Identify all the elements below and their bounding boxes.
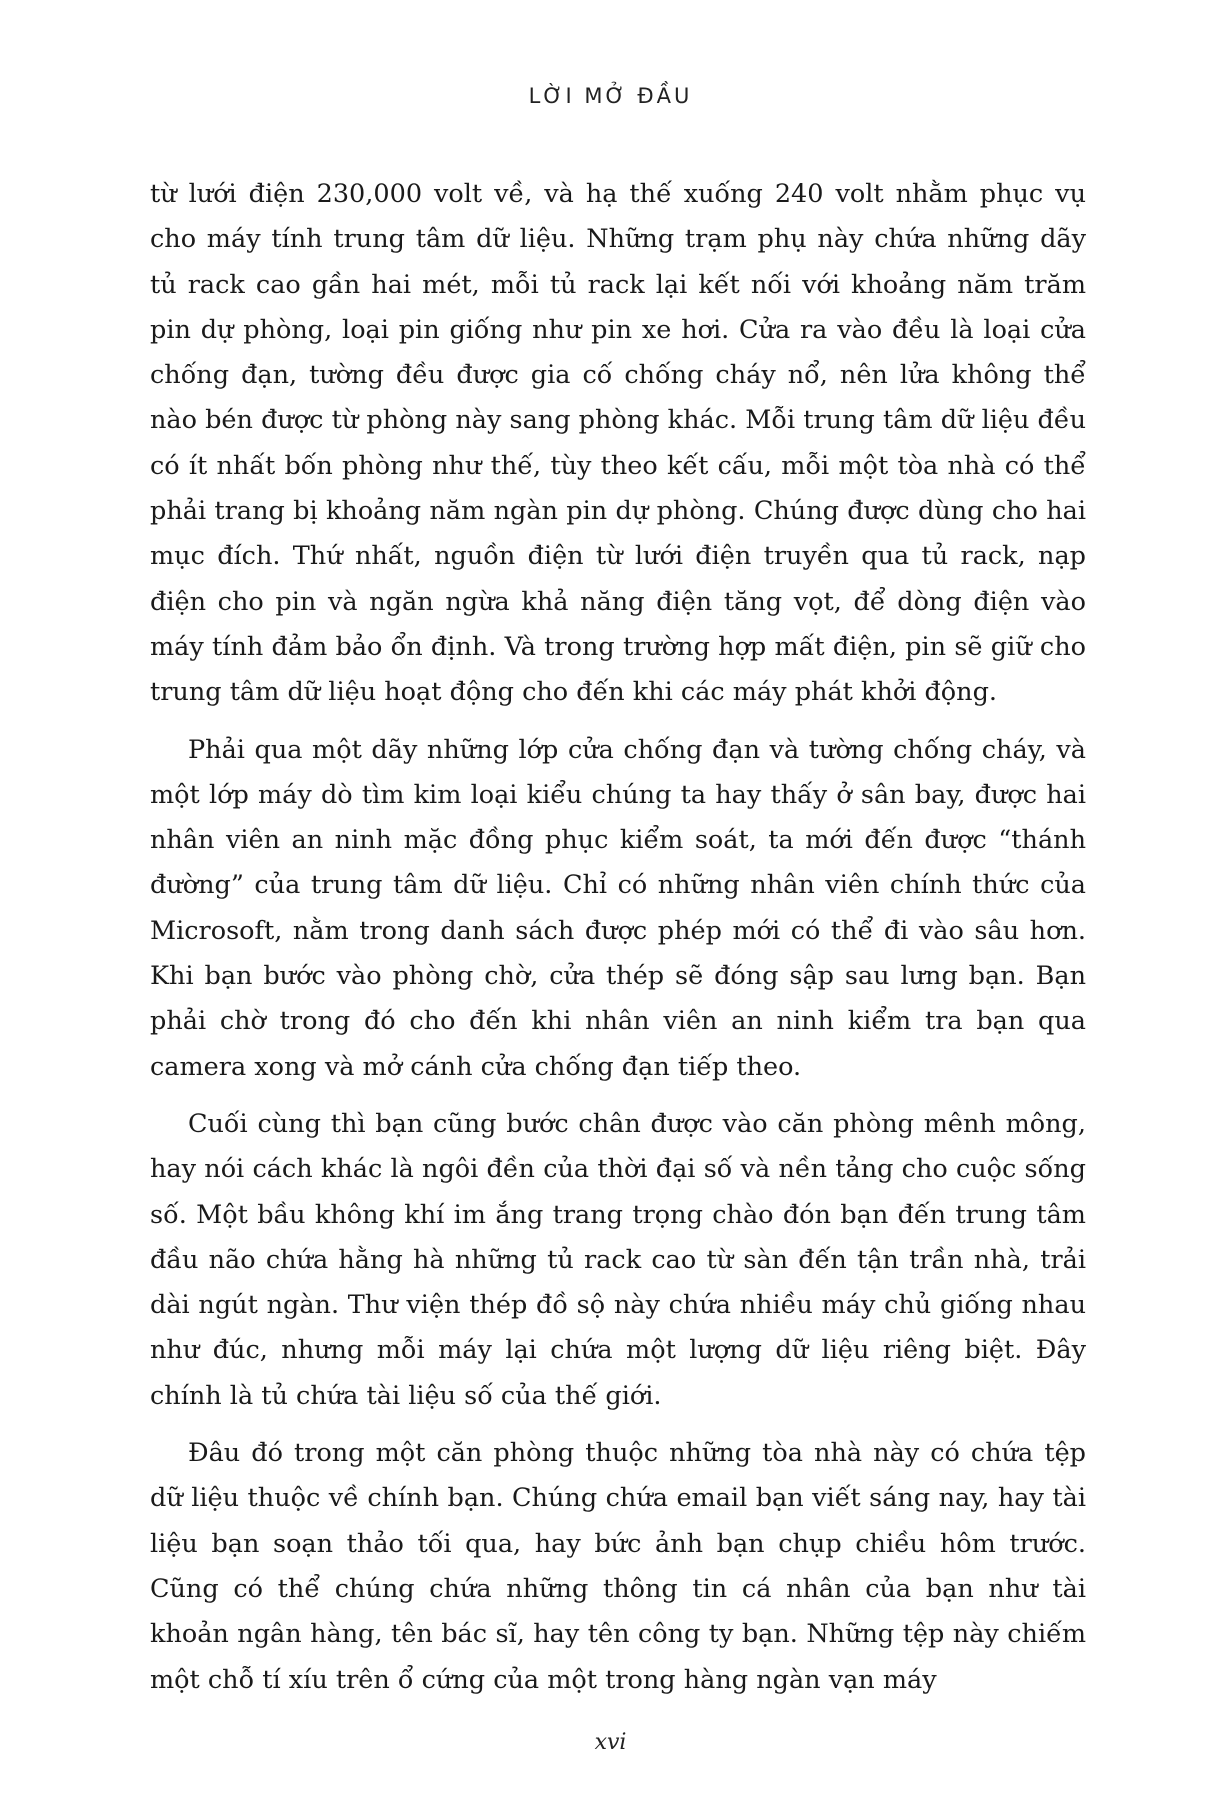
paragraph-2: Phải qua một dãy những lớp cửa chống đạn và tường chống cháy, và một lớp máy dò tìm kim loại kiểu chúng ta hay thấy ở sân bay, được hai nhân viên an ninh mặc đồng phục kiểm soát, ta mới đến được “thánh đường” của trung tâm dữ liệu. Chỉ có những nhân viên chính thức của Microsoft, nằm trong danh sách được phép mới có thể đi vào sâu hơn. Khi bạn bước vào phòng chờ, cửa thép sẽ đóng sập sau lưng bạn. Bạn phải chờ trong đó cho đến khi nhân viên an ninh kiểm tra bạn qua camera xong và mở cánh cửa chống đạn tiếp theo. — [150, 734, 1086, 1082]
running-header: LỜI MỞ ĐẦU — [528, 84, 693, 108]
paragraph-3: Cuối cùng thì bạn cũng bước chân được vào căn phòng mênh mông, hay nói cách khác là ngôi đền của thời đại số và nền tảng cho cuộc sống số. Một bầu không khí im ắng trang trọng chào đón bạn đến trung tâm đầu não chứa hằng hà những tủ rack cao từ sàn đến tận trần nhà, trải dài ngút ngàn. Thư viện thép đồ sộ này chứa nhiều máy chủ giống nhau như đúc, nhưng mỗi máy lại chứa một lượng dữ liệu riêng biệt. Đây chính là tủ chứa tài liệu số của thế giới. — [150, 1108, 1086, 1411]
paragraph-1: từ lưới điện 230,000 volt về, và hạ thế xuống 240 volt nhằm phục vụ cho máy tính trung tâm dữ liệu. Những trạm phụ này chứa những dãy tủ rack cao gần hai mét, mỗi tủ rack lại kết nối với khoảng năm trăm pin dự phòng, loại pin giống như pin xe hơi. Cửa ra vào đều là loại cửa chống đạn, tường đều được gia cố chống cháy nổ, nên lửa không thể nào bén được từ phòng này sang phòng khác. Mỗi trung tâm dữ liệu đều có ít nhất bốn phòng như thế, tùy theo kết cấu, mỗi một tòa nhà có thể phải trang bị khoảng năm ngàn pin dự phòng. Chúng được dùng cho hai mục đích. Thứ nhất, nguồn điện từ lưới điện truyền qua tủ rack, nạp điện cho pin và ngăn ngừa khả năng điện tăng vọt, để dòng điện vào máy tính đảm bảo ổn định. Và trong trường hợp mất điện, pin sẽ giữ cho trung tâm dữ liệu hoạt động cho đến khi các máy phát khởi động. — [150, 179, 1086, 708]
page-number: xvi — [594, 1730, 627, 1755]
paragraph-4: Đâu đó trong một căn phòng thuộc những tòa nhà này có chứa tệp dữ liệu thuộc về chính bạn. Chúng chứa email bạn viết sáng nay, hay tài liệu bạn soạn thảo tối qua, hay bức ảnh bạn chụp chiều hôm trước. Cũng có thể chúng chứa những thông tin cá nhân của bạn như tài khoản ngân hàng, tên bác sĩ, hay tên công ty bạn. Những tệp này chiếm một chỗ tí xíu trên ổ cứng của một trong hàng ngàn vạn máy — [150, 1438, 1086, 1695]
body-text — [150, 172, 1086, 1715]
